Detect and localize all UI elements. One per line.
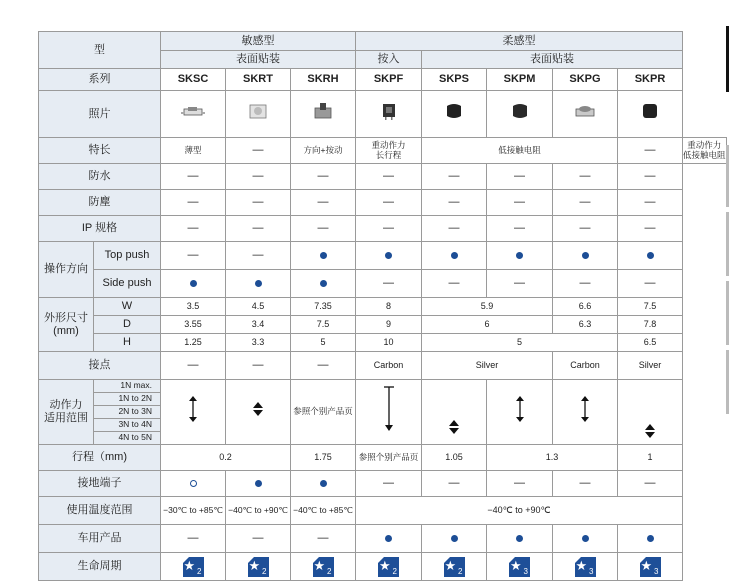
temp-skcs: −30℃ to +85℃ <box>161 497 226 525</box>
mount-press: 按入 <box>356 51 422 69</box>
top-push-cell <box>356 242 422 270</box>
contact-skpr: Silver <box>618 352 683 380</box>
d-skpg: 6.3 <box>553 316 618 334</box>
model-skpr: SKPR <box>618 69 683 91</box>
travel-label: 行程（mm) <box>39 445 161 471</box>
open-circle-icon <box>190 480 197 487</box>
filled-dot-icon <box>255 280 262 287</box>
dustproof-label: 防塵 <box>39 190 161 216</box>
w-skrt: 4.5 <box>226 298 291 316</box>
dash-cell: — <box>356 216 422 242</box>
dash-cell: — <box>356 164 422 190</box>
dash-cell: — <box>226 216 291 242</box>
dash-cell: — <box>161 190 226 216</box>
life-cell <box>422 553 487 581</box>
w-skps-skpm: 5.9 <box>422 298 553 316</box>
travel-skpr: 1 <box>618 445 683 471</box>
model-skrt: SKRT <box>226 69 291 91</box>
life-cycle-star-icon: ★ 3 <box>575 557 594 577</box>
travel-skpf: 参照个别产品页 <box>356 445 422 471</box>
auto-cell <box>553 525 618 553</box>
mount-smd-soft: 表面贴装 <box>422 51 683 69</box>
h-skps-skpg: 5 <box>422 334 618 352</box>
dash-cell: — <box>161 216 226 242</box>
dash-cell: — <box>226 164 291 190</box>
ground-cell <box>226 471 291 497</box>
life-cell <box>291 553 356 581</box>
photo-skrh <box>291 91 356 138</box>
d-skps-skpm: 6 <box>422 316 553 334</box>
contact-skcs: — <box>161 352 226 380</box>
d-skrh: 7.5 <box>291 316 356 334</box>
dash-cell: — <box>422 190 487 216</box>
ground-label: 接地端子 <box>39 471 161 497</box>
model-skpg: SKPG <box>553 69 618 91</box>
contact-label: 接点 <box>39 352 161 380</box>
dash-cell: — <box>226 190 291 216</box>
photo-skpf <box>356 91 422 138</box>
h-label: H <box>94 334 161 352</box>
life-cycle-star-icon: ★ 2 <box>313 557 332 577</box>
d-skpr: 7.8 <box>618 316 683 334</box>
ground-cell: — <box>422 471 487 497</box>
top-push-label: Top push <box>94 242 161 270</box>
auto-label: 车用产品 <box>39 525 161 553</box>
force-skpr <box>618 380 683 445</box>
photo-skpr <box>618 91 683 138</box>
life-cycle-star-icon: ★ 2 <box>444 557 463 577</box>
comparison-table <box>38 31 727 581</box>
photo-skrt <box>226 91 291 138</box>
waterproof-label: 防水 <box>39 164 161 190</box>
side-push-cell: — <box>553 270 618 298</box>
h-skrt: 3.3 <box>226 334 291 352</box>
dash-cell: — <box>291 216 356 242</box>
ground-cell <box>161 471 226 497</box>
dash-cell: — <box>487 164 553 190</box>
photo-label: 照片 <box>39 91 161 138</box>
side-push-label: Side push <box>94 270 161 298</box>
life-cycle-star-icon: ★ 2 <box>183 557 202 577</box>
dash-cell: — <box>553 190 618 216</box>
dash-cell: — <box>487 216 553 242</box>
dash-cell: — <box>356 190 422 216</box>
photo-skcs <box>161 91 226 138</box>
w-skcs: 3.5 <box>161 298 226 316</box>
w-label: W <box>94 298 161 316</box>
d-skpf: 9 <box>356 316 422 334</box>
auto-cell: — <box>291 525 356 553</box>
type-label: 型 <box>39 32 161 69</box>
dash-cell: — <box>422 164 487 190</box>
life-cell <box>226 553 291 581</box>
w-skpf: 8 <box>356 298 422 316</box>
ground-cell: — <box>356 471 422 497</box>
h-skpr: 6.5 <box>618 334 683 352</box>
travel-skcs-skrt: 0.2 <box>161 445 291 471</box>
life-cycle-star-icon: ★ 3 <box>510 557 528 577</box>
feature-skpr: 重动作力 低接触电阻 <box>683 138 727 164</box>
ground-cell <box>291 471 356 497</box>
contact-skrt: — <box>226 352 291 380</box>
h-skcs: 1.25 <box>161 334 226 352</box>
auto-cell: — <box>161 525 226 553</box>
dash-cell: — <box>618 190 683 216</box>
auto-cell <box>618 525 683 553</box>
photo-skpg <box>553 91 618 138</box>
life-label: 生命周期 <box>39 553 161 581</box>
dash-cell: — <box>487 190 553 216</box>
group-soft: 柔感型 <box>356 32 683 51</box>
model-skcs: SKSC <box>161 69 226 91</box>
filled-dot-icon <box>582 535 589 542</box>
auto-cell <box>356 525 422 553</box>
ip-label: IP 规格 <box>39 216 161 242</box>
model-skps: SKPS <box>422 69 487 91</box>
series-label: 系列 <box>39 69 161 91</box>
dash-cell: — <box>291 190 356 216</box>
filled-dot-icon <box>385 252 392 259</box>
feature-skpf: 重动作力 长行程 <box>356 138 422 164</box>
side-push-cell: — <box>422 270 487 298</box>
side-push-cell: — <box>356 270 422 298</box>
force-skrt <box>226 380 291 445</box>
auto-cell: — <box>226 525 291 553</box>
temp-skrh: −40℃ to +85℃ <box>291 497 356 525</box>
life-cell <box>161 553 226 581</box>
force-level-5: 4N to 5N <box>94 432 161 445</box>
dash-cell: — <box>553 216 618 242</box>
life-cycle-star-icon: ★ 3 <box>640 557 659 577</box>
w-skrh: 7.35 <box>291 298 356 316</box>
filled-dot-icon <box>320 252 327 259</box>
life-cell <box>487 553 553 581</box>
temp-soft: −40℃ to +90℃ <box>356 497 683 525</box>
d-skcs: 3.55 <box>161 316 226 334</box>
life-cell <box>356 553 422 581</box>
filled-dot-icon <box>582 252 589 259</box>
filled-dot-icon <box>516 252 523 259</box>
contact-skpg: Carbon <box>553 352 618 380</box>
force-skps <box>422 380 487 445</box>
direction-label: 操作方向 <box>39 242 94 298</box>
top-push-cell: — <box>226 242 291 270</box>
model-skpm: SKPM <box>487 69 553 91</box>
dash-cell: — <box>422 216 487 242</box>
feature-low-resistance: 低接触电阻 <box>422 138 618 164</box>
top-push-cell <box>291 242 356 270</box>
mount-smd: 表面贴装 <box>161 51 356 69</box>
force-skpg <box>553 380 618 445</box>
force-skpf <box>356 380 422 445</box>
filled-dot-icon <box>255 480 262 487</box>
force-level-2: 1N to 2N <box>94 393 161 406</box>
force-skrh: 参照个别产品页 <box>291 380 356 445</box>
life-cycle-star-icon: ★ 2 <box>248 557 267 577</box>
feature-skpg: — <box>618 138 683 164</box>
auto-cell <box>422 525 487 553</box>
ground-cell: — <box>618 471 683 497</box>
force-label: 动作力 适用范围 <box>39 380 94 445</box>
w-skpg: 6.6 <box>553 298 618 316</box>
side-push-cell <box>226 270 291 298</box>
model-skrh: SKRH <box>291 69 356 91</box>
contact-skpf: Carbon <box>356 352 422 380</box>
top-push-cell <box>553 242 618 270</box>
dash-cell: — <box>291 164 356 190</box>
dash-cell: — <box>553 164 618 190</box>
feature-skcs: 薄型 <box>161 138 226 164</box>
feature-skrt: — <box>226 138 291 164</box>
travel-skps: 1.05 <box>422 445 487 471</box>
filled-dot-icon <box>190 280 197 287</box>
h-skrh: 5 <box>291 334 356 352</box>
ground-cell: — <box>487 471 553 497</box>
travel-skpm-skpg: 1.3 <box>487 445 618 471</box>
travel-skrh: 1.75 <box>291 445 356 471</box>
filled-dot-icon <box>647 535 654 542</box>
filled-dot-icon <box>320 480 327 487</box>
top-push-cell <box>422 242 487 270</box>
filled-dot-icon <box>320 280 327 287</box>
dash-cell: — <box>161 164 226 190</box>
photo-skpm <box>487 91 553 138</box>
life-cell <box>618 553 683 581</box>
group-sensitive: 敏感型 <box>161 32 356 51</box>
filled-dot-icon <box>451 535 458 542</box>
top-push-cell <box>618 242 683 270</box>
filled-dot-icon <box>516 535 523 542</box>
top-push-cell: — <box>161 242 226 270</box>
d-label: D <box>94 316 161 334</box>
force-skcs <box>161 380 226 445</box>
dash-cell: — <box>618 164 683 190</box>
model-skpf: SKPF <box>356 69 422 91</box>
auto-cell <box>487 525 553 553</box>
h-skpf: 10 <box>356 334 422 352</box>
side-push-cell: — <box>618 270 683 298</box>
dash-cell: — <box>618 216 683 242</box>
life-cell <box>553 553 618 581</box>
life-cycle-star-icon: ★ 2 <box>379 557 397 577</box>
side-push-cell <box>161 270 226 298</box>
w-skpr: 7.5 <box>618 298 683 316</box>
ground-cell: — <box>553 471 618 497</box>
temp-label: 使用温度范围 <box>39 497 161 525</box>
filled-dot-icon <box>451 252 458 259</box>
side-push-cell <box>291 270 356 298</box>
filled-dot-icon <box>385 535 392 542</box>
side-push-cell: — <box>487 270 553 298</box>
contact-skrh: — <box>291 352 356 380</box>
force-level-3: 2N to 3N <box>94 406 161 419</box>
force-level-4: 3N to 4N <box>94 419 161 432</box>
filled-dot-icon <box>647 252 654 259</box>
top-push-cell <box>487 242 553 270</box>
feature-skrh: 方向+按动 <box>291 138 356 164</box>
feature-label: 特长 <box>39 138 161 164</box>
force-level-1: 1N max. <box>94 380 161 393</box>
dims-label: 外形尺寸 (mm) <box>39 298 94 352</box>
temp-skrt: −40℃ to +90℃ <box>226 497 291 525</box>
force-skpm <box>487 380 553 445</box>
d-skrt: 3.4 <box>226 316 291 334</box>
photo-skps <box>422 91 487 138</box>
contact-skps-skpm: Silver <box>422 352 553 380</box>
